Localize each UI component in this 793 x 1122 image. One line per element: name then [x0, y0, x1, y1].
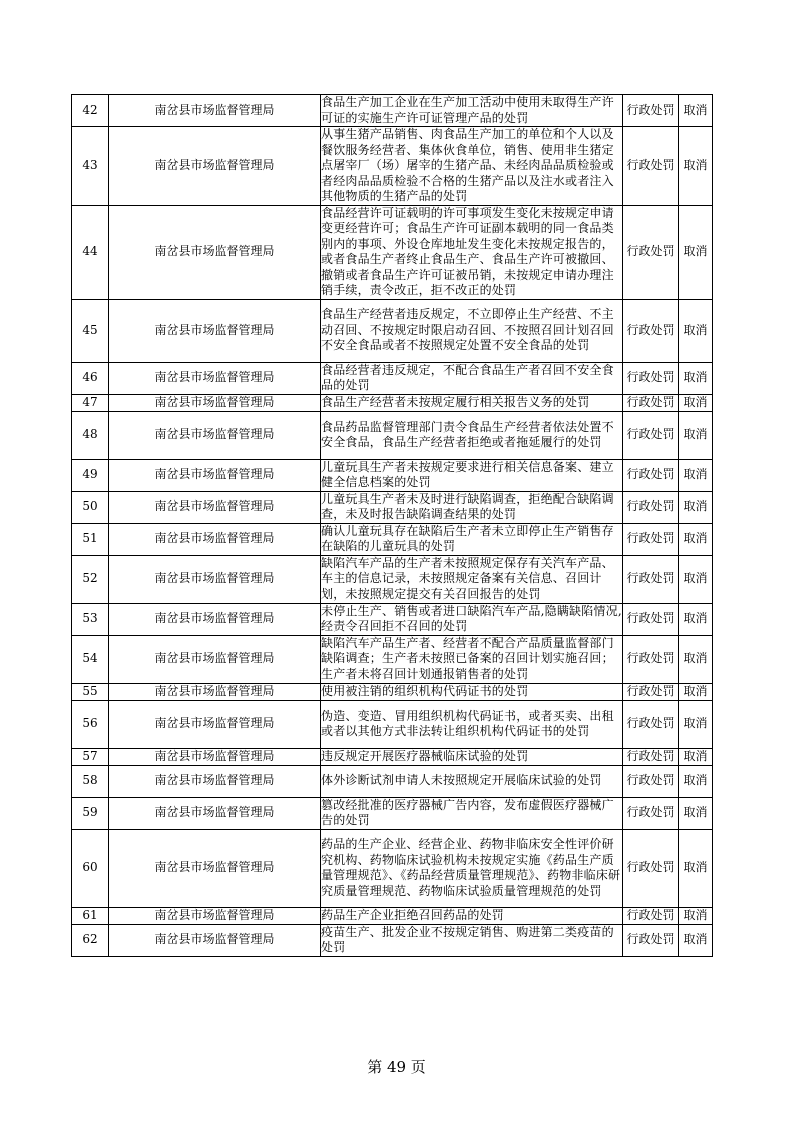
- table-row: [72, 205, 713, 299]
- department-cell: 南岔县市场监督管理局: [109, 797, 321, 829]
- item-type-cell: 行政处罚: [623, 907, 679, 924]
- item-name-cell: 从事生猪产品销售、肉食品生产加工的单位和个人以及餐饮服务经营者、集体伙食单位，销售、使用非生猪定点屠宰厂（场）屠宰的生猪产品、未经肉品品质检验或者经肉品品质检验不合格的生猪产品以及注水或者注入其他物质的生猪产品的处罚: [321, 127, 623, 206]
- item-type-cell: 行政处罚: [623, 765, 679, 797]
- table-row: [72, 411, 713, 459]
- table-row: [72, 924, 713, 956]
- row-number: 44: [72, 205, 109, 299]
- action-cell: 取消: [679, 924, 713, 956]
- item-type-cell: 行政处罚: [623, 603, 679, 635]
- item-name-cell: 食品经营许可证载明的许可事项发生变化未按规定申请变更经营许可；食品生产许可证副本载明的同一食品类别内的事项、外设仓库地址发生变化未按规定报告的，或者食品生产者终止食品生产、食品生产许可被撤回、撤销或者食品生产许可证被吊销，未按规定申请办理注销手续，责令改正，拒不改正的处罚: [321, 205, 623, 299]
- department-cell: 南岔县市场监督管理局: [109, 127, 321, 206]
- item-type-cell: 行政处罚: [623, 555, 679, 603]
- row-number: 46: [72, 362, 109, 394]
- item-name-cell: 药品的生产企业、经营企业、药物非临床安全性评价研究机构、药物临床试验机构未按规定实施《药品生产质量管理规范》、《药品经营质量管理规范》、药物非临床研究质量管理规范、药物临床试验质量管理规范的处罚: [321, 829, 623, 907]
- row-number: 53: [72, 603, 109, 635]
- row-number: 54: [72, 635, 109, 683]
- department-cell: 南岔县市场监督管理局: [109, 748, 321, 765]
- department-cell: 南岔县市场监督管理局: [109, 459, 321, 491]
- table-row: [72, 907, 713, 924]
- item-name-cell: 伪造、变造、冒用组织机构代码证书，或者买卖、出租或者以其他方式非法转让组织机构代码证书的处罚: [321, 700, 623, 748]
- department-cell: 南岔县市场监督管理局: [109, 95, 321, 127]
- item-name-cell: 食品生产加工企业在生产加工活动中使用未取得生产许可证的实施生产许可证管理产品的处罚: [321, 95, 623, 127]
- action-cell: 取消: [679, 907, 713, 924]
- row-number: 45: [72, 299, 109, 362]
- department-cell: 南岔县市场监督管理局: [109, 555, 321, 603]
- item-name-cell: 确认儿童玩具存在缺陷后生产者未立即停止生产销售存在缺陷的儿童玩具的处罚: [321, 523, 623, 555]
- item-type-cell: 行政处罚: [623, 95, 679, 127]
- table-row: [72, 635, 713, 683]
- item-type-cell: 行政处罚: [623, 683, 679, 700]
- action-cell: 取消: [679, 459, 713, 491]
- item-name-cell: 食品生产经营者未按规定履行相关报告义务的处罚: [321, 394, 623, 411]
- table-row: [72, 683, 713, 700]
- table-row: [72, 523, 713, 555]
- table-row: [72, 555, 713, 603]
- item-type-cell: 行政处罚: [623, 829, 679, 907]
- table-row: [72, 829, 713, 907]
- item-name-cell: 缺陷汽车产品生产者、经营者不配合产品质量监督部门缺陷调查；生产者未按照已备案的召回计划实施召回；生产者未将召回计划通报销售者的处罚: [321, 635, 623, 683]
- department-cell: 南岔县市场监督管理局: [109, 700, 321, 748]
- department-cell: 南岔县市场监督管理局: [109, 362, 321, 394]
- action-cell: 取消: [679, 299, 713, 362]
- department-cell: 南岔县市场监督管理局: [109, 491, 321, 523]
- department-cell: 南岔县市场监督管理局: [109, 603, 321, 635]
- action-cell: 取消: [679, 635, 713, 683]
- department-cell: 南岔县市场监督管理局: [109, 205, 321, 299]
- item-name-cell: 食品生产经营者违反规定，不立即停止生产经营、不主动召回、不按规定时限启动召回、不按照召回计划召回不安全食品或者不按照规定处置不安全食品的处罚: [321, 299, 623, 362]
- action-cell: 取消: [679, 829, 713, 907]
- table-row: [72, 765, 713, 797]
- item-type-cell: 行政处罚: [623, 491, 679, 523]
- row-number: 55: [72, 683, 109, 700]
- item-type-cell: 行政处罚: [623, 205, 679, 299]
- row-number: 42: [72, 95, 109, 127]
- row-number: 50: [72, 491, 109, 523]
- row-number: 56: [72, 700, 109, 748]
- table-row: [72, 127, 713, 206]
- action-cell: 取消: [679, 683, 713, 700]
- action-cell: 取消: [679, 797, 713, 829]
- department-cell: 南岔县市场监督管理局: [109, 907, 321, 924]
- table-row: [72, 603, 713, 635]
- action-cell: 取消: [679, 205, 713, 299]
- item-type-cell: 行政处罚: [623, 635, 679, 683]
- row-number: 52: [72, 555, 109, 603]
- department-cell: 南岔县市场监督管理局: [109, 765, 321, 797]
- department-cell: 南岔县市场监督管理局: [109, 683, 321, 700]
- table-row: [72, 299, 713, 362]
- page-number: 第 49 页: [367, 1058, 426, 1076]
- row-number: 60: [72, 829, 109, 907]
- item-type-cell: 行政处罚: [623, 127, 679, 206]
- action-cell: 取消: [679, 95, 713, 127]
- department-cell: 南岔县市场监督管理局: [109, 635, 321, 683]
- row-number: 51: [72, 523, 109, 555]
- action-cell: 取消: [679, 555, 713, 603]
- item-type-cell: 行政处罚: [623, 362, 679, 394]
- item-type-cell: 行政处罚: [623, 411, 679, 459]
- department-cell: 南岔县市场监督管理局: [109, 924, 321, 956]
- row-number: 43: [72, 127, 109, 206]
- row-number: 59: [72, 797, 109, 829]
- row-number: 47: [72, 394, 109, 411]
- item-type-cell: 行政处罚: [623, 700, 679, 748]
- row-number: 58: [72, 765, 109, 797]
- table-row: [72, 362, 713, 394]
- item-name-cell: 儿童玩具生产者未及时进行缺陷调查，拒绝配合缺陷调查，未及时报告缺陷调查结果的处罚: [321, 491, 623, 523]
- row-number: 61: [72, 907, 109, 924]
- department-cell: 南岔县市场监督管理局: [109, 394, 321, 411]
- table-row: [72, 394, 713, 411]
- action-cell: 取消: [679, 491, 713, 523]
- item-name-cell: 体外诊断试剂申请人未按照规定开展临床试验的处罚: [321, 765, 623, 797]
- item-type-cell: 行政处罚: [623, 924, 679, 956]
- item-type-cell: 行政处罚: [623, 797, 679, 829]
- row-number: 49: [72, 459, 109, 491]
- item-name-cell: 疫苗生产、批发企业不按规定销售、购进第二类疫苗的处罚: [321, 924, 623, 956]
- table-row: [72, 491, 713, 523]
- item-type-cell: 行政处罚: [623, 523, 679, 555]
- table-row: [72, 700, 713, 748]
- item-name-cell: 违反规定开展医疗器械临床试验的处罚: [321, 748, 623, 765]
- action-cell: 取消: [679, 127, 713, 206]
- item-name-cell: 儿童玩具生产者未按规定要求进行相关信息备案、建立健全信息档案的处罚: [321, 459, 623, 491]
- item-name-cell: 缺陷汽车产品的生产者未按照规定保存有关汽车产品、车主的信息记录，未按照规定备案有关信息、召回计划，未按照规定提交有关召回报告的处罚: [321, 555, 623, 603]
- item-type-cell: 行政处罚: [623, 394, 679, 411]
- action-cell: 取消: [679, 523, 713, 555]
- department-cell: 南岔县市场监督管理局: [109, 299, 321, 362]
- department-cell: 南岔县市场监督管理局: [109, 523, 321, 555]
- item-type-cell: 行政处罚: [623, 748, 679, 765]
- action-cell: 取消: [679, 411, 713, 459]
- table-body: [72, 95, 713, 957]
- item-name-cell: 药品生产企业拒绝召回药品的处罚: [321, 907, 623, 924]
- department-cell: 南岔县市场监督管理局: [109, 829, 321, 907]
- action-cell: 取消: [679, 603, 713, 635]
- row-number: 57: [72, 748, 109, 765]
- row-number: 62: [72, 924, 109, 956]
- table-row: [72, 748, 713, 765]
- table-row: [72, 797, 713, 829]
- item-name-cell: 食品药品监督管理部门责令食品生产经营者依法处置不安全食品，食品生产经营者拒绝或者拖延履行的处罚: [321, 411, 623, 459]
- action-cell: 取消: [679, 394, 713, 411]
- item-type-cell: 行政处罚: [623, 299, 679, 362]
- table-row: [72, 459, 713, 491]
- item-name-cell: 食品经营者违反规定，不配合食品生产者召回不安全食品的处罚: [321, 362, 623, 394]
- item-name-cell: 使用被注销的组织机构代码证书的处罚: [321, 683, 623, 700]
- item-name-cell: 篡改经批准的医疗器械广告内容，发布虚假医疗器械广告的处罚: [321, 797, 623, 829]
- action-cell: 取消: [679, 700, 713, 748]
- row-number: 48: [72, 411, 109, 459]
- table-row: [72, 95, 713, 127]
- action-cell: 取消: [679, 362, 713, 394]
- department-cell: 南岔县市场监督管理局: [109, 411, 321, 459]
- item-type-cell: 行政处罚: [623, 459, 679, 491]
- action-cell: 取消: [679, 748, 713, 765]
- items-table: [71, 94, 713, 957]
- action-cell: 取消: [679, 765, 713, 797]
- item-name-cell: 未停止生产、销售或者进口缺陷汽车产品,隐瞒缺陷情况,经责令召回拒不召回的处罚: [321, 603, 622, 633]
